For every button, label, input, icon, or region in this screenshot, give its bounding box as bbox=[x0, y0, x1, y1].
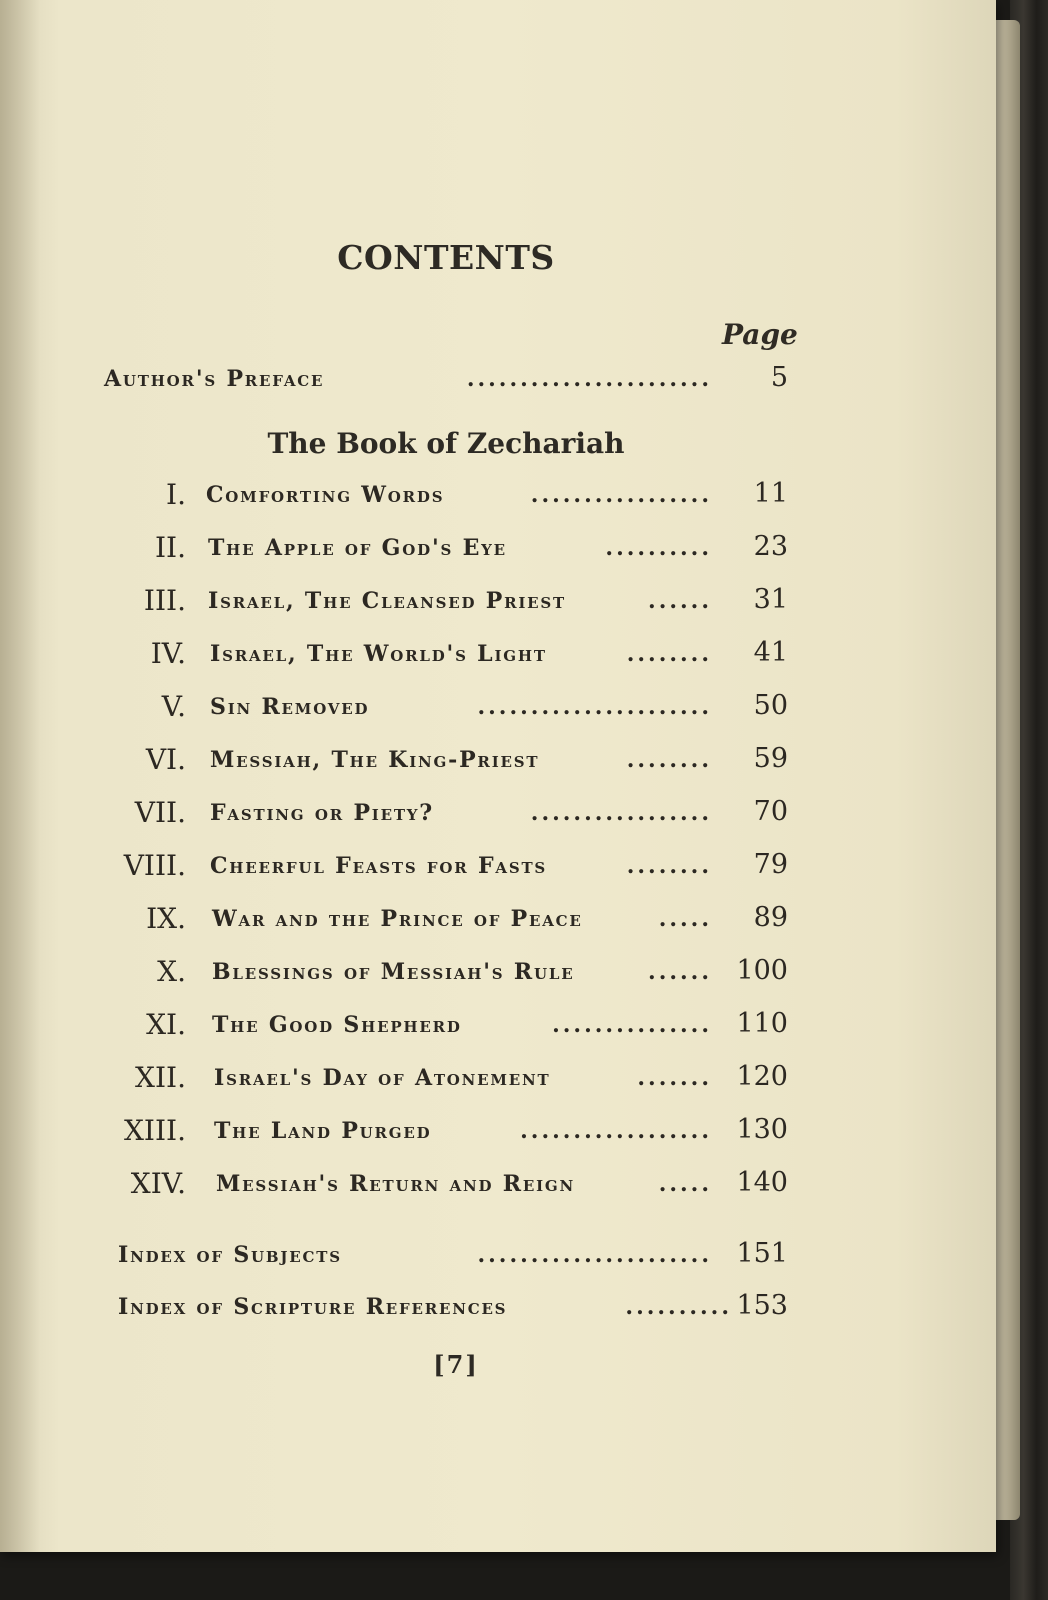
chapter-title: Israel, The World's Light bbox=[210, 641, 547, 667]
page-title: CONTENTS bbox=[337, 238, 555, 277]
chapter-page: 31 bbox=[753, 584, 788, 615]
chapter-number: XII. bbox=[135, 1061, 186, 1094]
toc-chapter-row[interactable] bbox=[0, 1167, 820, 1207]
chapter-number: IX. bbox=[146, 902, 186, 935]
toc-chapter-row[interactable] bbox=[0, 902, 820, 942]
dot-leader: ........ bbox=[626, 641, 712, 667]
toc-entry-page: 151 bbox=[736, 1238, 788, 1269]
dot-leader: .......... bbox=[605, 535, 712, 561]
dot-leader: ....... bbox=[637, 1065, 712, 1091]
chapter-page: 79 bbox=[753, 849, 788, 880]
chapter-number: XIII. bbox=[123, 1114, 186, 1147]
page-folio: [7] bbox=[433, 1350, 479, 1379]
chapter-title: Blessings of Messiah's Rule bbox=[212, 959, 575, 985]
chapter-number: X. bbox=[157, 955, 186, 988]
toc-chapter-row[interactable] bbox=[0, 1061, 820, 1101]
dot-leader: ...... bbox=[648, 588, 712, 614]
chapter-title: Israel's Day of Atonement bbox=[214, 1065, 551, 1091]
chapter-number: I. bbox=[166, 478, 186, 511]
dot-leader: ............... bbox=[552, 1012, 712, 1038]
section-title: The Book of Zechariah bbox=[267, 427, 625, 460]
chapter-page: 59 bbox=[753, 743, 788, 774]
page-column-header: Page bbox=[722, 318, 798, 351]
dot-leader: ....................... bbox=[466, 366, 712, 392]
toc-chapter-row[interactable] bbox=[0, 955, 820, 995]
chapter-title: Comforting Words bbox=[206, 482, 445, 508]
chapter-page: 11 bbox=[753, 478, 788, 509]
chapter-title: War and the Prince of Peace bbox=[212, 906, 583, 932]
chapter-number: XIV. bbox=[130, 1167, 186, 1200]
dot-leader: ........ bbox=[626, 853, 712, 879]
toc-chapter-row[interactable] bbox=[0, 743, 820, 783]
dot-leader: .................. bbox=[520, 1118, 712, 1144]
chapter-page: 120 bbox=[736, 1061, 788, 1092]
chapter-page: 23 bbox=[753, 531, 788, 562]
toc-entry-label: Author's Preface bbox=[104, 366, 325, 392]
dot-leader: ..... bbox=[658, 906, 712, 932]
toc-entry-label: Index of Subjects bbox=[118, 1242, 342, 1268]
dot-leader: ...................... bbox=[477, 694, 712, 720]
toc-entry-index-subjects[interactable] bbox=[0, 1238, 820, 1278]
toc-entry-page: 5 bbox=[770, 362, 788, 393]
chapter-title: Israel, The Cleansed Priest bbox=[208, 588, 566, 614]
toc-chapter-row[interactable] bbox=[0, 531, 820, 571]
chapter-title: Messiah, The King-Priest bbox=[210, 747, 540, 773]
chapter-page: 41 bbox=[753, 637, 788, 668]
chapter-title: Fasting or Piety? bbox=[210, 800, 434, 826]
chapter-page: 50 bbox=[753, 690, 788, 721]
toc-chapter-row[interactable] bbox=[0, 849, 820, 889]
toc-chapter-row[interactable] bbox=[0, 637, 820, 677]
dot-leader: ................. bbox=[530, 482, 712, 508]
toc-chapter-row[interactable] bbox=[0, 584, 820, 624]
toc-chapter-row[interactable] bbox=[0, 796, 820, 836]
chapter-number: VII. bbox=[134, 796, 186, 829]
chapter-number: III. bbox=[143, 584, 186, 617]
chapter-page: 100 bbox=[736, 955, 788, 986]
chapter-number: XI. bbox=[146, 1008, 186, 1041]
toc-entry-preface[interactable] bbox=[0, 362, 820, 402]
chapter-page: 110 bbox=[736, 1008, 788, 1039]
chapter-page: 130 bbox=[736, 1114, 788, 1145]
chapter-number: V. bbox=[161, 690, 186, 723]
toc-chapter-row[interactable] bbox=[0, 1008, 820, 1048]
chapter-number: IV. bbox=[150, 637, 186, 670]
chapter-title: The Good Shepherd bbox=[212, 1012, 462, 1038]
chapter-title: Sin Removed bbox=[210, 694, 370, 720]
toc-entry-index-scripture[interactable] bbox=[0, 1290, 820, 1330]
chapter-number: II. bbox=[154, 531, 186, 564]
chapter-title: Cheerful Feasts for Fasts bbox=[210, 853, 548, 879]
dot-leader: ..... bbox=[658, 1171, 712, 1197]
toc-chapter-row[interactable] bbox=[0, 478, 820, 518]
chapter-page: 140 bbox=[736, 1167, 788, 1198]
dot-leader: ................. bbox=[530, 800, 712, 826]
chapter-title: The Apple of God's Eye bbox=[208, 535, 507, 561]
toc-chapter-row[interactable] bbox=[0, 690, 820, 730]
toc-entry-label: Index of Scripture References bbox=[118, 1294, 508, 1320]
chapter-number: VI. bbox=[145, 743, 186, 776]
chapter-number: VIII. bbox=[123, 849, 186, 882]
toc-entry-page: 153 bbox=[736, 1290, 788, 1321]
dot-leader: .......... bbox=[625, 1294, 732, 1320]
dot-leader: ........ bbox=[626, 747, 712, 773]
chapter-page: 70 bbox=[753, 796, 788, 827]
chapter-title: Messiah's Return and Reign bbox=[216, 1171, 576, 1197]
toc-chapter-row[interactable] bbox=[0, 1114, 820, 1154]
chapter-title: The Land Purged bbox=[214, 1118, 432, 1144]
dot-leader: ...... bbox=[648, 959, 712, 985]
chapter-page: 89 bbox=[753, 902, 788, 933]
dot-leader: ...................... bbox=[477, 1242, 712, 1268]
